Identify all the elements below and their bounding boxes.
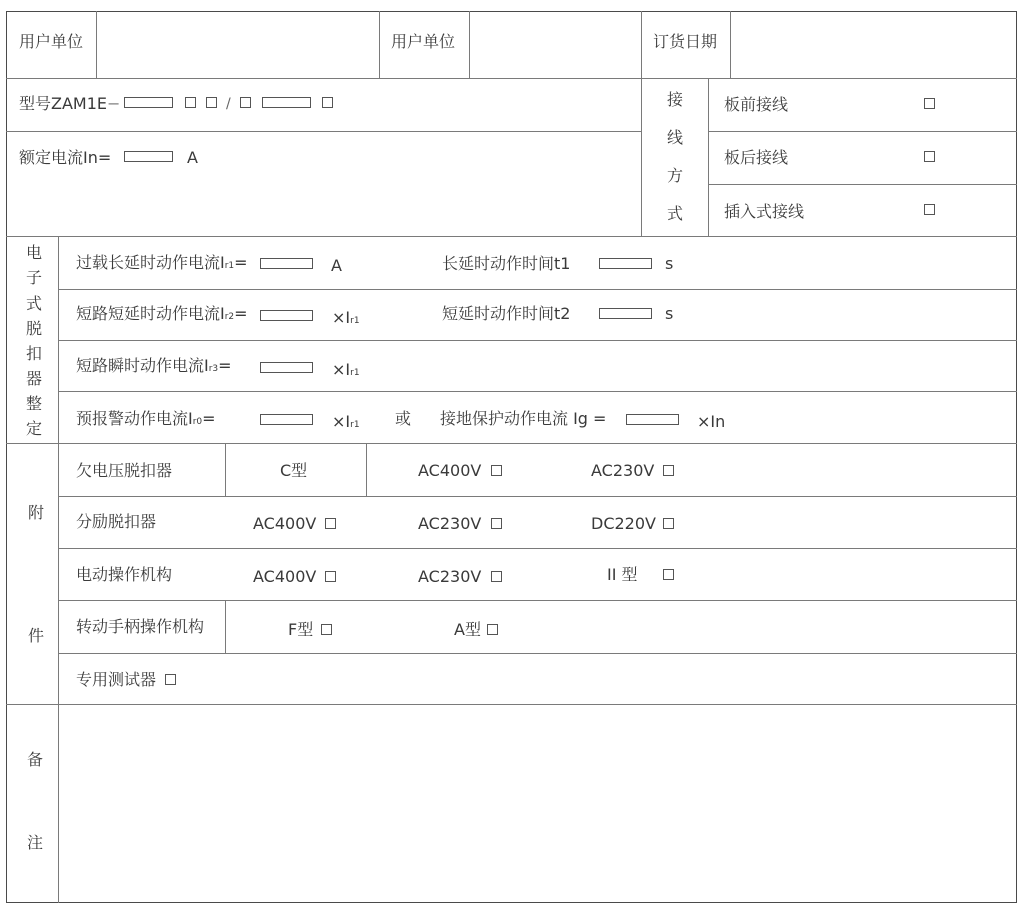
col-divider xyxy=(225,600,226,653)
wiring-plugin-checkbox[interactable] xyxy=(924,204,935,215)
wiring-vlabel: 式 xyxy=(666,204,683,223)
order-date-field[interactable] xyxy=(731,12,1016,78)
release-vlabel: 电 xyxy=(25,243,42,262)
wiring-vlabel: 线 xyxy=(666,128,683,147)
shunt-opt3-checkbox[interactable] xyxy=(663,518,674,529)
long-delay-time-label: 长延时动作时间t1 xyxy=(442,254,571,273)
row-divider xyxy=(58,600,1017,601)
accessory-vlabel: 件 xyxy=(27,626,44,645)
wiring-rear-checkbox[interactable] xyxy=(924,151,935,162)
undervoltage-type: C型 xyxy=(280,461,308,480)
undervoltage-label: 欠电压脱扣器 xyxy=(76,461,173,480)
order-date-label: 订货日期 xyxy=(653,32,718,51)
row-divider xyxy=(58,548,1017,549)
rated-current-unit: A xyxy=(187,148,198,167)
shunt-release-label: 分励脱扣器 xyxy=(76,512,157,531)
model-checkbox-2[interactable] xyxy=(206,97,217,108)
shunt-opt1-label: AC400V xyxy=(253,514,317,533)
wiring-vlabel: 方 xyxy=(666,166,683,185)
short-delay-time-unit: s xyxy=(665,304,674,323)
overload-current-label: 过载长延时动作电流Ir1= xyxy=(76,253,248,272)
row-divider xyxy=(6,131,641,132)
col-divider xyxy=(366,443,367,496)
model-checkbox-1[interactable] xyxy=(185,97,196,108)
handle-opt2-label: A型 xyxy=(454,620,481,639)
handle-opt2-checkbox[interactable] xyxy=(487,624,498,635)
col-divider xyxy=(225,443,226,496)
long-delay-time-unit: s xyxy=(665,254,674,273)
motor-opt1-checkbox[interactable] xyxy=(325,571,336,582)
remarks-field[interactable] xyxy=(60,706,1016,902)
short-delay-time-field[interactable] xyxy=(599,308,652,319)
model-dash: − xyxy=(107,94,121,113)
row-divider xyxy=(58,340,1017,341)
instant-current-field[interactable] xyxy=(260,362,313,373)
release-vlabel: 式 xyxy=(25,294,42,313)
undervoltage-opt2-label: AC230V xyxy=(591,461,655,480)
row-divider xyxy=(6,704,1017,705)
row-divider xyxy=(708,184,1017,185)
user-unit-field[interactable] xyxy=(97,12,379,78)
long-delay-time-field[interactable] xyxy=(599,258,652,269)
release-vlabel: 脱 xyxy=(25,319,42,338)
short-delay-current-label: 短路短延时动作电流Ir2= xyxy=(76,304,248,323)
motor-opt3-checkbox[interactable] xyxy=(663,569,674,580)
wiring-front-checkbox[interactable] xyxy=(924,98,935,109)
remarks-vlabel: 备 xyxy=(26,750,43,769)
model-slash: / xyxy=(226,96,231,112)
col-divider xyxy=(379,11,380,78)
overload-current-unit: A xyxy=(331,256,342,275)
handle-opt1-checkbox[interactable] xyxy=(321,624,332,635)
row-divider xyxy=(6,236,1017,237)
instant-current-unit: ×Ir1 xyxy=(332,360,360,379)
remarks-vlabel: 注 xyxy=(26,833,43,852)
handle-operator-label: 转动手柄操作机构 xyxy=(76,617,205,636)
row-divider xyxy=(708,131,1017,132)
short-delay-current-field[interactable] xyxy=(260,310,313,321)
model-field-1[interactable] xyxy=(124,97,173,108)
user-unit-label: 用户单位 xyxy=(19,32,84,51)
col-divider xyxy=(58,236,59,903)
short-delay-time-label: 短延时动作时间t2 xyxy=(442,304,571,323)
col-divider xyxy=(641,11,642,236)
undervoltage-opt1-checkbox[interactable] xyxy=(491,465,502,476)
ground-current-unit: ×In xyxy=(697,412,726,431)
row-divider xyxy=(58,496,1017,497)
accessory-vlabel: 附 xyxy=(27,503,44,522)
user-unit-field-2[interactable] xyxy=(470,12,641,78)
overload-current-field[interactable] xyxy=(260,258,313,269)
row-divider xyxy=(58,391,1017,392)
wiring-rear-label: 板后接线 xyxy=(724,148,789,167)
model-checkbox-3[interactable] xyxy=(240,97,251,108)
instant-current-label: 短路瞬时动作电流Ir3= xyxy=(76,356,232,375)
shunt-opt2-label: AC230V xyxy=(418,514,482,533)
or-text: 或 xyxy=(395,409,412,428)
release-vlabel: 子 xyxy=(25,268,42,287)
model-label: 型号ZAM1E xyxy=(19,94,108,113)
undervoltage-opt1-label: AC400V xyxy=(418,461,482,480)
motor-opt2-label: AC230V xyxy=(418,567,482,586)
row-divider xyxy=(6,443,1017,444)
alarm-current-field[interactable] xyxy=(260,414,313,425)
col-divider xyxy=(708,78,709,236)
rated-current-field[interactable] xyxy=(124,151,173,162)
rated-current-label: 额定电流In= xyxy=(19,148,112,167)
wiring-plugin-label: 插入式接线 xyxy=(724,202,805,221)
motor-opt1-label: AC400V xyxy=(253,567,317,586)
alarm-current-unit: ×Ir1 xyxy=(332,412,360,431)
shunt-opt1-checkbox[interactable] xyxy=(325,518,336,529)
motor-opt2-checkbox[interactable] xyxy=(491,571,502,582)
user-unit-label-2: 用户单位 xyxy=(391,32,456,51)
release-vlabel: 器 xyxy=(25,369,42,388)
undervoltage-opt2-checkbox[interactable] xyxy=(663,465,674,476)
tester-label: 专用测试器 xyxy=(76,670,157,689)
release-vlabel: 扣 xyxy=(25,344,42,363)
motor-operator-label: 电动操作机构 xyxy=(76,565,173,584)
shunt-opt2-checkbox[interactable] xyxy=(491,518,502,529)
wiring-front-label: 板前接线 xyxy=(724,95,789,114)
release-vlabel: 整 xyxy=(25,394,42,413)
alarm-current-label: 预报警动作电流Ir0= xyxy=(76,409,216,428)
motor-opt3-label: II 型 xyxy=(607,565,638,584)
model-checkbox-4[interactable] xyxy=(322,97,333,108)
short-delay-current-unit: ×Ir1 xyxy=(332,308,360,327)
shunt-opt3-label: DC220V xyxy=(591,514,656,533)
ground-current-field[interactable] xyxy=(626,414,679,425)
wiring-vlabel: 接 xyxy=(666,90,683,109)
row-divider xyxy=(58,653,1017,654)
tester-checkbox[interactable] xyxy=(165,674,176,685)
release-vlabel: 定 xyxy=(25,419,42,438)
ground-current-label: 接地保护动作电流 Ig = xyxy=(440,409,607,428)
row-divider xyxy=(6,78,1017,79)
handle-opt1-label: F型 xyxy=(288,620,314,639)
model-field-2[interactable] xyxy=(262,97,311,108)
row-divider xyxy=(58,289,1017,290)
